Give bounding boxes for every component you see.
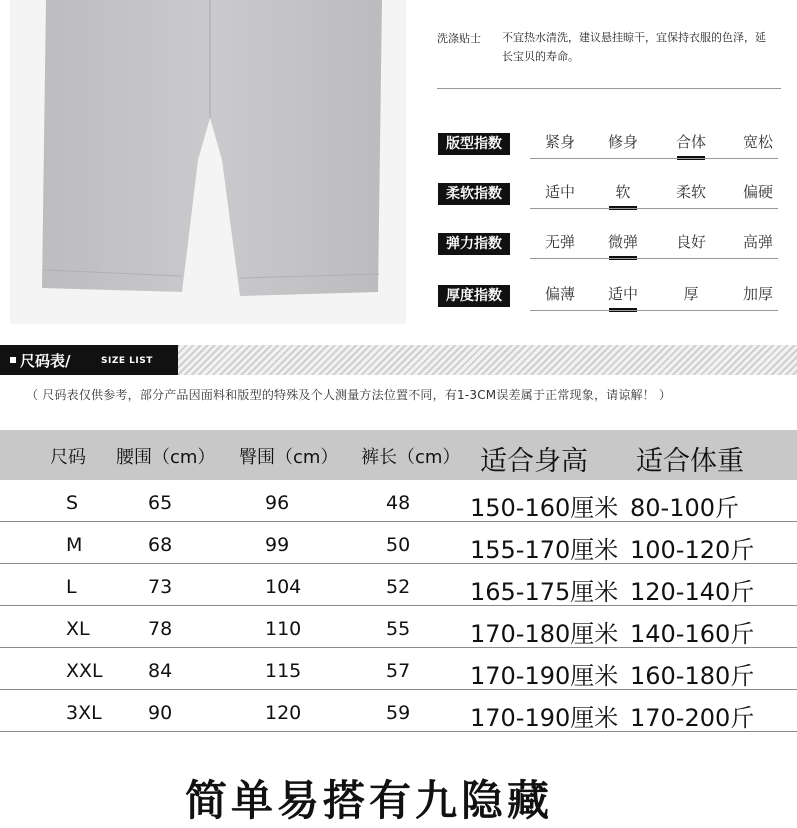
index-option [728, 283, 788, 304]
index-option-label: 加厚 [742, 285, 773, 303]
index-option [728, 131, 788, 152]
wash-text: 不宜热水清洗，建议悬挂晾干，宜保持衣服的色泽，延长宝贝的寿命。 [502, 31, 766, 63]
index-option-label: 微弹 [607, 233, 638, 251]
table-cell: 170-190厘米 [470, 662, 619, 690]
size-list-subtitle: SIZE LIST [101, 356, 153, 366]
column-header: 腰围（cm） [116, 447, 216, 468]
index-option [530, 131, 590, 152]
table-cell: 55 [386, 618, 411, 640]
table-row [0, 690, 797, 732]
index-option [728, 181, 788, 202]
index-option-label: 厚 [683, 285, 699, 303]
table-cell: 155-170厘米 [470, 536, 619, 564]
table-row [0, 564, 797, 606]
divider [437, 88, 781, 89]
table-cell: 52 [386, 576, 411, 598]
column-header: 臀围（cm） [239, 447, 339, 468]
table-cell: M [66, 534, 83, 556]
index-label: 版型指数 [438, 133, 510, 155]
table-cell: 104 [265, 576, 302, 598]
index-option [593, 283, 653, 312]
index-option-label: 高弹 [742, 233, 773, 251]
table-cell: XXL [66, 660, 103, 682]
table-cell: 120-140斤 [630, 578, 755, 606]
index-option-label: 修身 [607, 133, 638, 151]
table-cell: 80-100斤 [630, 494, 740, 522]
table-cell: 120 [265, 702, 302, 724]
slogan: 简单易搭有九隐藏 [185, 776, 554, 825]
product-photo [10, 0, 406, 324]
size-list-tag [0, 345, 178, 375]
table-cell: 170-190厘米 [470, 704, 619, 732]
index-option-label: 偏硬 [742, 183, 773, 201]
table-cell: 3XL [66, 702, 102, 724]
wash-label: 洗涤贴士 [437, 32, 481, 45]
index-row [438, 280, 783, 310]
table-cell: 73 [148, 576, 173, 598]
table-cell: 90 [148, 702, 173, 724]
table-row [0, 606, 797, 648]
table-header [0, 430, 797, 480]
index-label: 厚度指数 [438, 285, 510, 307]
index-underline [530, 258, 778, 259]
table-cell: 140-160斤 [630, 620, 755, 648]
index-option-label: 宽松 [742, 133, 773, 151]
index-option [530, 283, 590, 304]
column-header: 尺码 [50, 447, 86, 468]
table-cell: 150-160厘米 [470, 494, 619, 522]
index-option-label: 良好 [675, 233, 706, 251]
index-underline [530, 310, 778, 311]
table-cell: 78 [148, 618, 173, 640]
size-list-title: 尺码表/ [20, 352, 71, 370]
index-label: 弹力指数 [438, 233, 510, 255]
index-option-label: 偏薄 [544, 285, 575, 303]
index-option [593, 231, 653, 260]
index-option-label: 合体 [675, 133, 706, 151]
index-option [530, 231, 590, 252]
table-cell: 165-175厘米 [470, 578, 619, 606]
index-option-label: 无弹 [544, 233, 575, 251]
bullet-square [10, 357, 16, 363]
table-cell: XL [66, 618, 90, 640]
table-cell: 50 [386, 534, 411, 556]
column-header: 适合身高 [480, 446, 588, 477]
column-header: 裤长（cm） [361, 447, 461, 468]
table-cell: 65 [148, 492, 173, 514]
table-cell: 170-180厘米 [470, 620, 619, 648]
index-option [593, 131, 653, 152]
table-cell: 115 [265, 660, 302, 682]
index-option-label: 柔软 [675, 183, 706, 201]
table-cell: 160-180斤 [630, 662, 755, 690]
index-option [661, 131, 721, 160]
size-list-banner [0, 345, 797, 375]
size-table [0, 430, 797, 732]
index-label: 柔软指数 [438, 183, 510, 205]
table-row [0, 480, 797, 522]
index-option-label: 紧身 [544, 133, 575, 151]
index-row [438, 128, 783, 158]
table-cell: 57 [386, 660, 411, 682]
table-cell: 96 [265, 492, 290, 514]
index-option-label: 适中 [607, 285, 638, 303]
index-underline [530, 208, 778, 209]
index-option-label: 适中 [544, 183, 575, 201]
table-cell: 110 [265, 618, 302, 640]
table-cell: 59 [386, 702, 411, 724]
table-cell: 99 [265, 534, 290, 556]
table-row [0, 648, 797, 690]
index-row [438, 228, 783, 258]
banner-hatch [178, 345, 797, 375]
table-cell: 84 [148, 660, 173, 682]
index-option [593, 181, 653, 210]
table-cell: L [66, 576, 77, 598]
table-cell: 68 [148, 534, 173, 556]
table-row [0, 522, 797, 564]
index-option [661, 283, 721, 304]
index-option-label: 软 [615, 183, 631, 201]
index-option [661, 231, 721, 252]
shorts-shape [42, 0, 382, 296]
index-row [438, 178, 783, 208]
index-option [661, 181, 721, 202]
index-option [728, 231, 788, 252]
index-option [530, 181, 590, 202]
table-cell: 170-200斤 [630, 704, 755, 732]
size-note: （ 尺码表仅供参考，部分产品因面料和版型的特殊及个人测量方法位置不同，有1-3CM误差属于正常现象，请谅解！ ） [26, 388, 672, 402]
table-cell: 100-120斤 [630, 536, 755, 564]
index-underline [530, 158, 778, 159]
table-cell: S [66, 492, 79, 514]
table-cell: 48 [386, 492, 411, 514]
column-header: 适合体重 [636, 446, 744, 477]
